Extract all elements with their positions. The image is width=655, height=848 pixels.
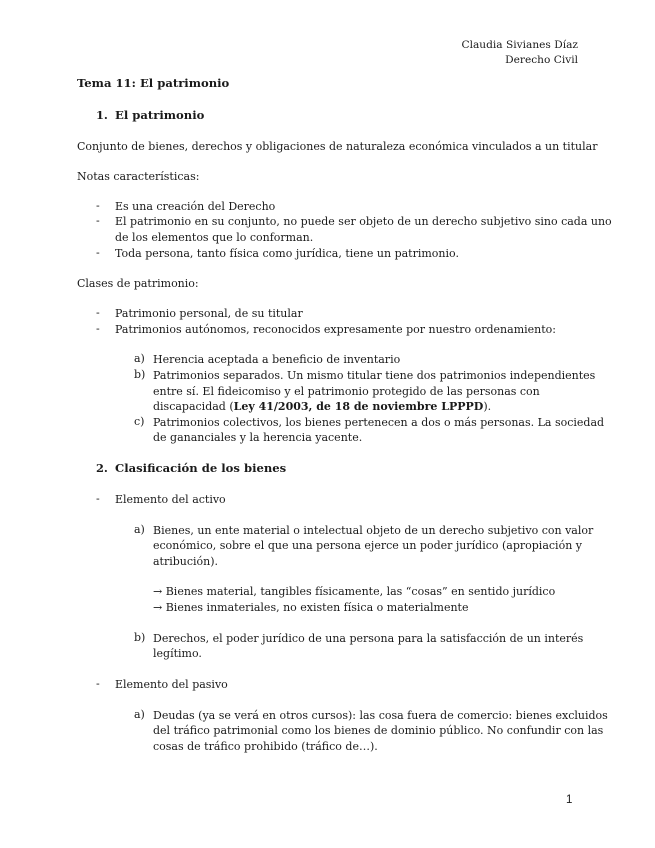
class-item: Patrimonio personal, de su titular — [115, 307, 303, 320]
note-item: El patrimonio en su conjunto, no puede ser objeto de un derecho subjetivo sino cada uno — [115, 215, 612, 228]
activo-text: Derechos, el poder jurídico de una persona para la satisfacción de un interés — [153, 632, 584, 645]
classes-label: Clases de patrimonio: — [77, 277, 199, 290]
page-number: 1 — [566, 794, 573, 806]
activo-text-continued: atribución). — [153, 555, 219, 568]
notes-label: Notas características: — [77, 170, 200, 183]
pasivo-text-continued: del tráfico patrimonial como los bienes de dominio público. No confundir con las — [153, 724, 604, 737]
section-number: 1. — [96, 108, 108, 122]
bullet-dash: - — [96, 322, 100, 335]
arrow-item: → Bienes inmateriales, no existen física o materialmente — [153, 601, 469, 614]
list-label: a) — [134, 523, 145, 536]
law-reference: Ley 41/2003, de 18 de noviembre LPPPD — [233, 400, 484, 413]
pasivo-text: Deudas (ya se verá en otros cursos): las cosa fuera de comercio: bienes excluidos — [153, 709, 608, 722]
page-header — [462, 38, 579, 68]
definition-text: Conjunto de bienes, derechos y obligaciones de naturaleza económica vinculados a un titular — [77, 140, 598, 153]
subclass-item: Patrimonios separados. Un mismo titular tiene dos patrimonios independientes — [153, 369, 596, 382]
section-number: 2. — [96, 461, 108, 475]
document-title: Tema 11: El patrimonio — [77, 76, 230, 90]
subclass-item-continued: de gananciales y la herencia yacente. — [153, 431, 363, 444]
subclass-item-continued — [153, 399, 491, 414]
section-heading: El patrimonio — [115, 108, 205, 122]
subclass-text-end: ). — [483, 400, 492, 413]
bullet-dash: - — [96, 492, 100, 505]
section-heading: Clasificación de los bienes — [115, 461, 287, 475]
note-item: Toda persona, tanto física como jurídica, tiene un patrimonio. — [115, 247, 459, 260]
bullet-dash: - — [96, 677, 100, 690]
list-label: a) — [134, 708, 145, 721]
subclass-text: discapacidad ( — [153, 400, 234, 413]
arrow-item: → Bienes material, tangibles físicamente, las “cosas” en sentido jurídico — [153, 585, 556, 598]
bullet-dash: - — [96, 306, 100, 319]
header-subject: Derecho Civil — [505, 54, 578, 66]
subclass-item: Herencia aceptada a beneficio de inventario — [153, 353, 401, 366]
subclass-item: Patrimonios colectivos, los bienes pertenecen a dos o más personas. La sociedad — [153, 416, 605, 429]
bullet-dash: - — [96, 246, 100, 259]
list-label: a) — [134, 352, 145, 365]
class-item: Patrimonios autónomos, reconocidos expresamente por nuestro ordenamiento: — [115, 323, 556, 336]
activo-text-continued: legítimo. — [153, 647, 202, 660]
note-item-continued: de los elementos que lo conforman. — [115, 231, 314, 244]
bullet-dash: - — [96, 199, 100, 212]
note-item: Es una creación del Derecho — [115, 200, 276, 213]
bullet-dash: - — [96, 214, 100, 227]
pasivo-text-continued: cosas de tráfico prohibido (tráfico de…). — [153, 740, 378, 753]
activo-text-continued: económico, sobre el que una persona ejerce un poder jurídico (apropiación y — [153, 539, 582, 552]
header-author: Claudia Sivianes Díaz — [461, 39, 578, 51]
pasivo-item: Elemento del pasivo — [115, 678, 228, 691]
list-label: b) — [134, 631, 146, 644]
list-label: c) — [134, 415, 145, 428]
activo-text: Bienes, un ente material o intelectual objeto de un derecho subjetivo con valor — [153, 524, 594, 537]
activo-item: Elemento del activo — [115, 493, 226, 506]
list-label: b) — [134, 368, 146, 381]
subclass-item-continued: entre sí. El fideicomiso y el patrimonio protegido de las personas con — [153, 385, 540, 398]
